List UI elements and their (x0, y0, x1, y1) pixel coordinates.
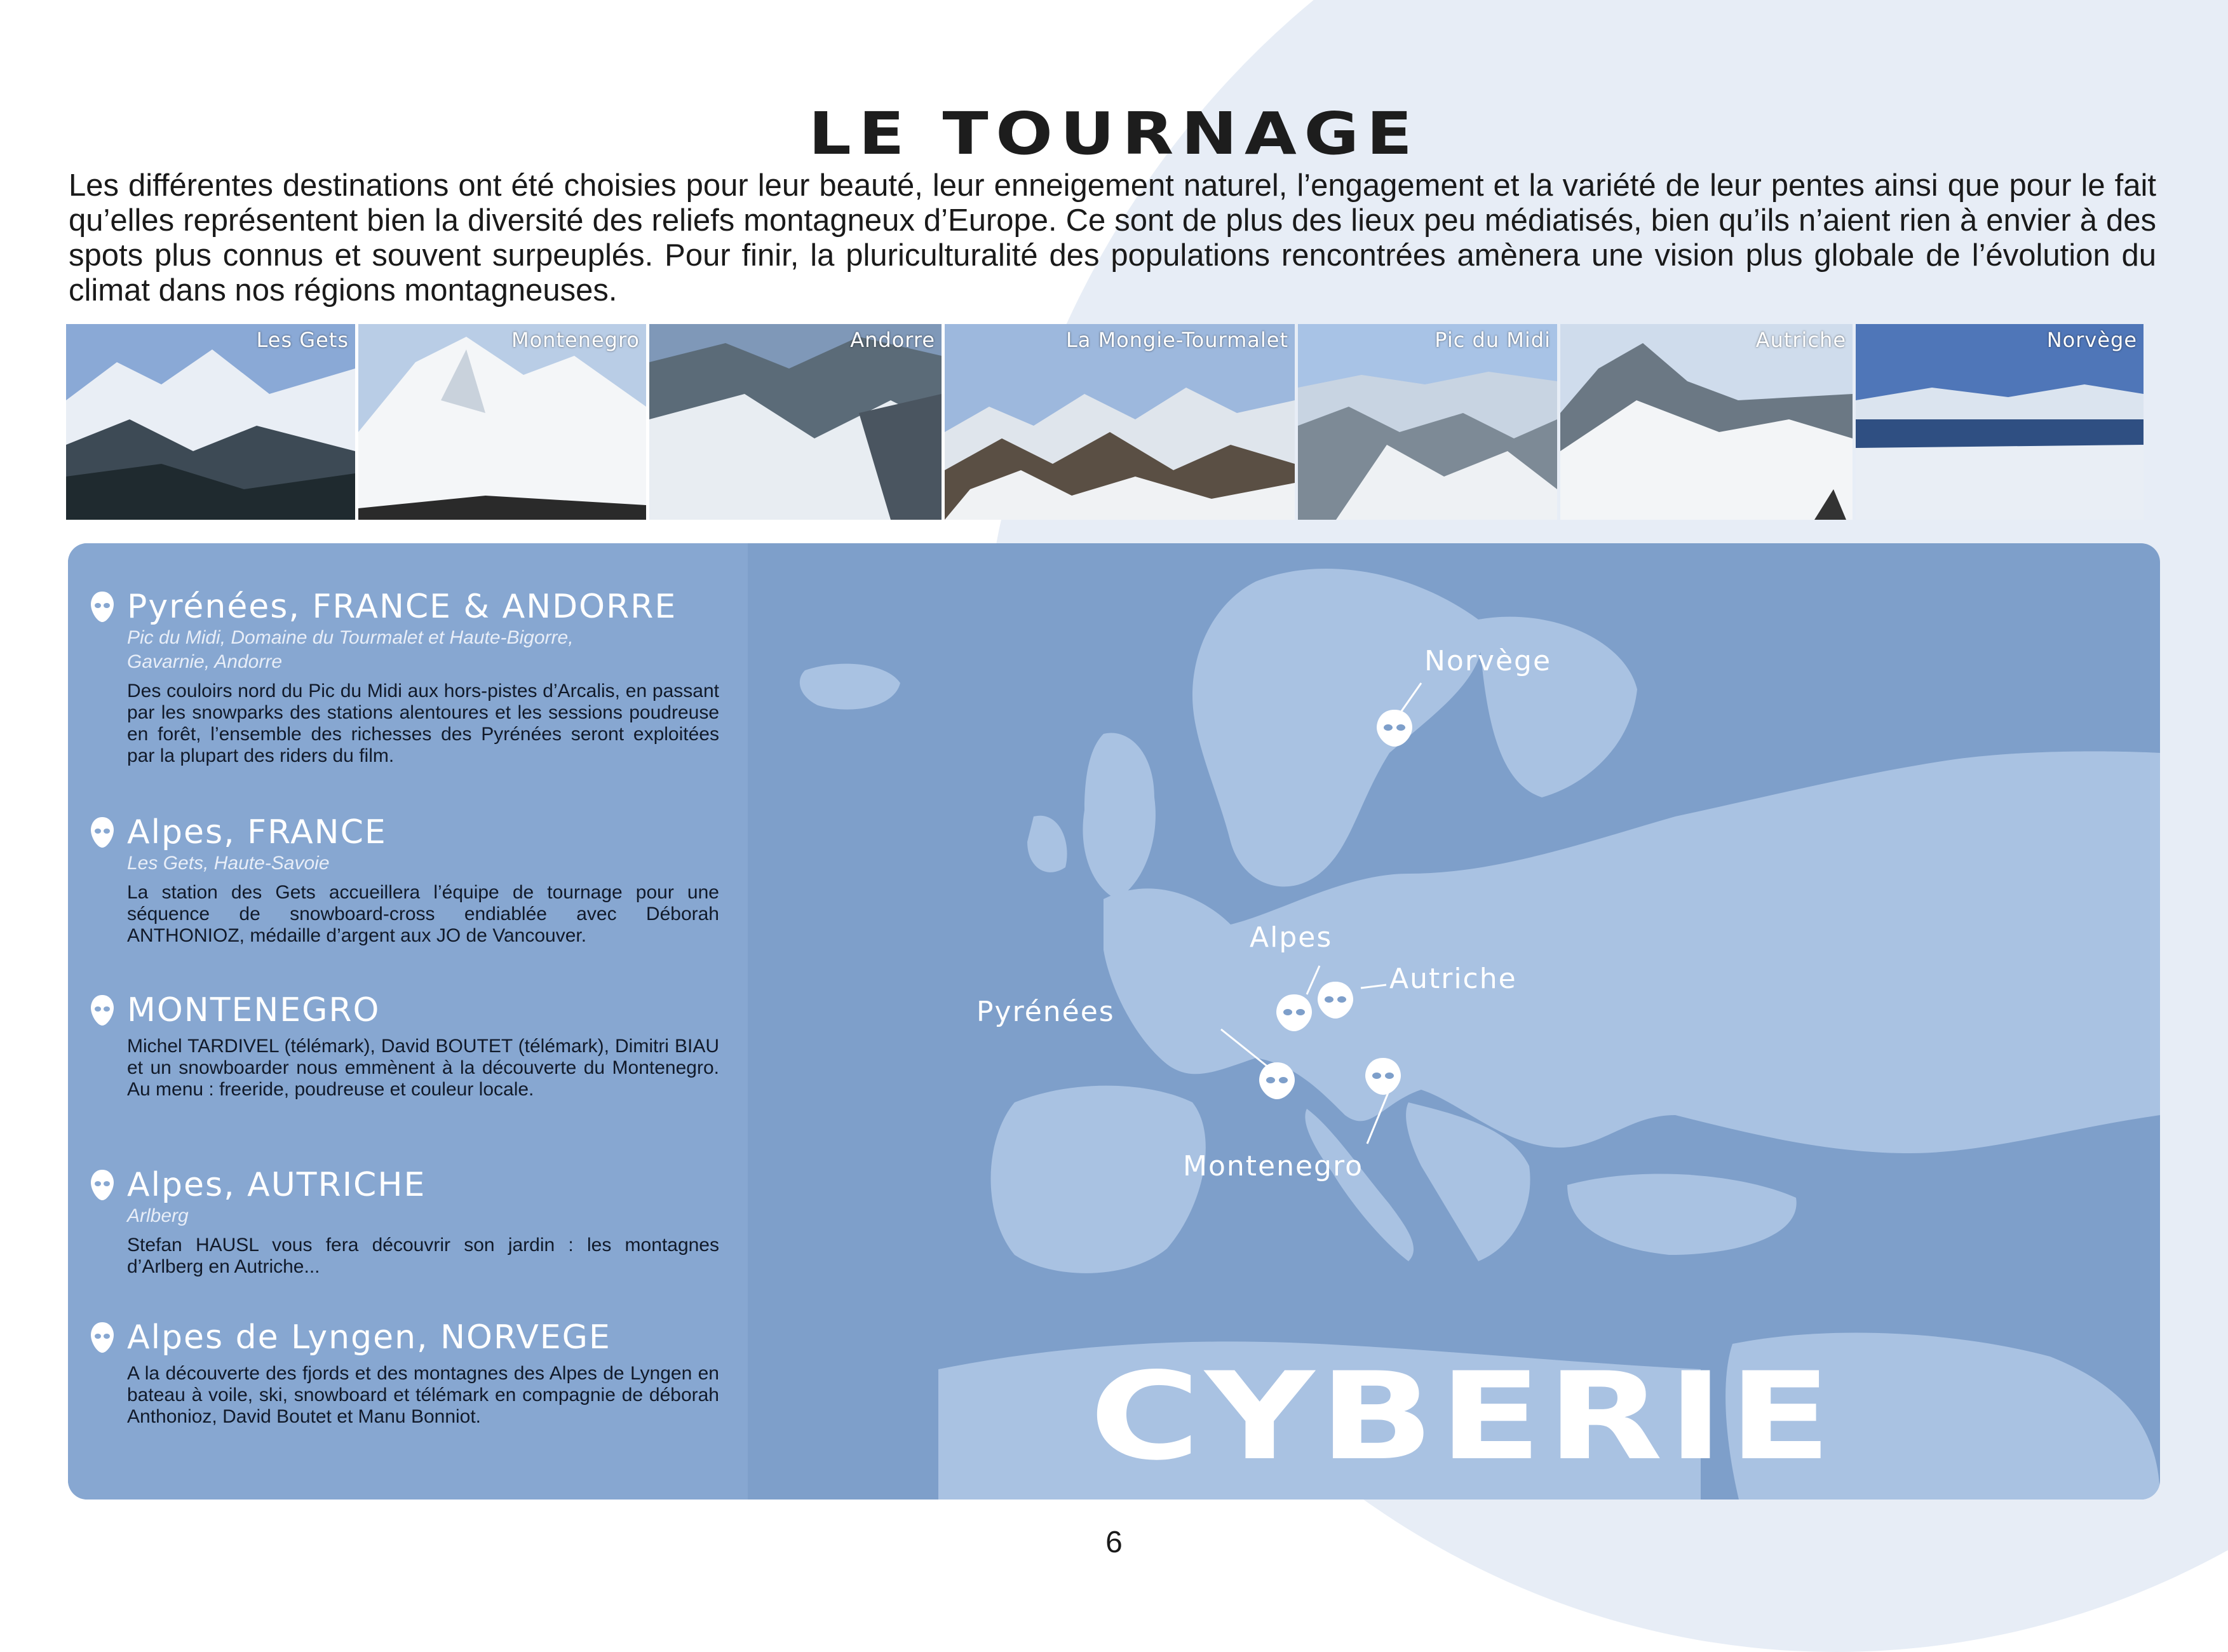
photo-label: Andorre (850, 328, 935, 352)
alien-head-icon (90, 816, 114, 849)
alien-head-icon (90, 590, 114, 623)
destination-alpes-autriche (90, 1166, 726, 1278)
photo-label: Autriche (1755, 328, 1846, 352)
destination-subtitle: Pic du Midi, Domaine du Tourmalet et Haute-Bigorre, (127, 627, 574, 648)
destination-subtitle-2: Gavarnie, Andorre (127, 651, 283, 672)
map-label-norway: Norvège (1424, 645, 1552, 677)
destination-title: MONTENEGRO (127, 991, 381, 1029)
destination-title: Pyrénées, FRANCE & ANDORRE (127, 588, 677, 626)
page-number: 6 (1105, 1526, 1123, 1559)
destination-title: Alpes de Lyngen, NORVEGE (127, 1318, 611, 1357)
destination-montenegro (90, 991, 726, 1100)
photo-andorre (649, 324, 942, 520)
photo-autriche (1560, 324, 1853, 520)
destination-lyngen (90, 1318, 726, 1428)
destination-subtitle: Arlberg (127, 1205, 189, 1226)
destination-description: La station des Gets accueillera l’équipe de tournage pour une séquence de snowboard-cross endiablée avec Déborah ANTHONIOZ, médaille d’argent aux JO de Vancouver. (127, 882, 719, 946)
intro-paragraph: Les différentes destinations ont été choisies pour leur beauté, leur enneigement naturel, l’engagement et la variété de leur pentes ainsi que pour le fait qu’elles représentent bien la diversité des reliefs montagneux d’Europe. Ce sont de plus des lieux peu médiatisés, bien qu’ils n’aient rien à envier à des spots plus connus et souvent surpeuplés. Pour finir, la pluriculturalité des populations rencontrées amènera une vision plus globale de l’évolution du climat dans nos régions montagneuses. (69, 168, 2156, 308)
cyberie-logo: CYBERIE (1090, 1346, 1837, 1487)
destination-description: Des couloirs nord du Pic du Midi aux hors-pistes d’Arcalis, en passant par les snowparks des stations alentoures et les sessions poudreuse en forêt, l’ensemble des richesses des Pyrénées seront exploitées par la plupart des riders du film. (127, 680, 719, 766)
alien-head-icon (90, 1321, 114, 1354)
destination-description: Stefan HAUSL vous fera découvrir son jardin : les montagnes d’Arlberg en Autriche... (127, 1235, 719, 1277)
alien-head-icon (90, 1168, 114, 1202)
destination-alpes-france (90, 813, 726, 947)
photo-label: Pic du Midi (1435, 328, 1551, 352)
photo-label: La Mongie-Tourmalet (1065, 328, 1288, 352)
destination-description: A la découverte des fjords et des montagnes des Alpes de Lyngen en bateau à voile, ski, snowboard et télémark en compagnie de déborah Anthonioz, David Boutet et Manu Bonniot. (127, 1363, 719, 1427)
alien-head-icon (90, 994, 114, 1027)
photo-norvege (1856, 324, 2144, 520)
page-title: LE TOURNAGE (808, 99, 1420, 168)
photo-pic-du-midi (1298, 324, 1557, 520)
map-label-alps: Alpes (1250, 921, 1333, 954)
destination-title: Alpes, AUTRICHE (127, 1166, 426, 1204)
destination-list (68, 543, 748, 1500)
destination-description: Michel TARDIVEL (télémark), David BOUTET (télémark), Dimitri BIAU et un snowboarder nous emmènent à la découverte du Montenegro. Au menu : freeride, poudreuse et couleur locale. (127, 1036, 719, 1100)
photo-label: Les Gets (256, 328, 349, 352)
photo-strip (66, 324, 2156, 520)
photo-label: Montenegro (511, 328, 640, 352)
destination-subtitle: Les Gets, Haute-Savoie (127, 853, 330, 874)
photo-la-mongie (945, 324, 1295, 520)
map-label-austria: Autriche (1389, 963, 1517, 995)
map-label-montenegro: Montenegro (1183, 1150, 1364, 1182)
photo-les-gets (66, 324, 355, 520)
destination-pyrenees (90, 588, 726, 767)
photo-montenegro (358, 324, 646, 520)
destination-title: Alpes, FRANCE (127, 813, 387, 851)
map-label-pyrenees: Pyrénées (976, 996, 1115, 1028)
photo-label: Norvège (2046, 328, 2137, 352)
